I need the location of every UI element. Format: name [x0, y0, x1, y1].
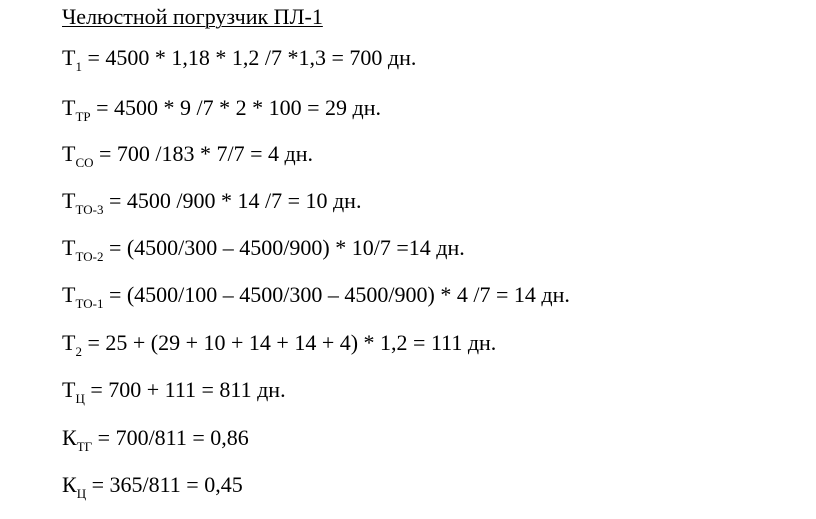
formula-symbol: Т: [62, 95, 76, 120]
formula-symbol: Т: [62, 282, 76, 307]
formula-subscript: Ц: [75, 391, 85, 406]
formula-symbol: Т: [62, 141, 76, 166]
formula-symbol: Т: [62, 235, 76, 260]
formula-line-t2: [62, 330, 497, 359]
formula-line-tto1: [62, 282, 570, 311]
formula-subscript: ТГ: [76, 439, 93, 454]
formula-line-tc: [62, 377, 286, 406]
formula-symbol: К: [62, 472, 77, 497]
formula-line-t1: [62, 45, 417, 74]
formula-subscript: ТР: [75, 109, 91, 124]
formula-subscript: ТО-2: [75, 249, 104, 264]
formula-expression: = 365/811 = 0,45: [86, 472, 243, 497]
formula-subscript: ТО-1: [75, 296, 104, 311]
formula-symbol: Т: [62, 377, 76, 402]
formula-expression: = 700 /183 * 7/7 = 4 дн.: [93, 141, 314, 166]
formula-line-tso: [62, 141, 314, 170]
formula-symbol: Т: [62, 45, 76, 70]
formula-line-tto2: [62, 235, 465, 264]
formula-expression: = 4500 * 1,18 * 1,2 /7 *1,3 = 700 дн.: [81, 45, 417, 70]
formula-line-ktg: [62, 425, 249, 454]
formula-expression: = 4500 * 9 /7 * 2 * 100 = 29 дн.: [90, 95, 382, 120]
formula-expression: = 25 + (29 + 10 + 14 + 14 + 4) * 1,2 = 111 дн.: [81, 330, 497, 355]
document-title: Челюстной погрузчик ПЛ-1: [62, 4, 323, 29]
formula-expression: = (4500/300 – 4500/900) * 10/7 =14 дн.: [103, 235, 465, 260]
formula-symbol: Т: [62, 330, 76, 355]
formula-expression: = 700 + 111 = 811 дн.: [84, 377, 286, 402]
formula-line-ttr: [62, 95, 382, 124]
formula-subscript: СО: [75, 155, 94, 170]
formula-subscript: 1: [75, 59, 82, 74]
formula-line-tto3: [62, 188, 362, 217]
formula-subscript: 2: [75, 344, 82, 359]
formula-expression: = 700/811 = 0,86: [92, 425, 249, 450]
formula-expression: = (4500/100 – 4500/300 – 4500/900) * 4 /7 = 14 дн.: [103, 282, 570, 307]
formula-line-kc: [62, 472, 243, 501]
formula-symbol: К: [62, 425, 77, 450]
formula-symbol: Т: [62, 188, 76, 213]
formula-subscript: ТО-3: [75, 202, 104, 217]
formula-subscript: Ц: [76, 486, 87, 501]
formula-expression: = 4500 /900 * 14 /7 = 10 дн.: [103, 188, 362, 213]
